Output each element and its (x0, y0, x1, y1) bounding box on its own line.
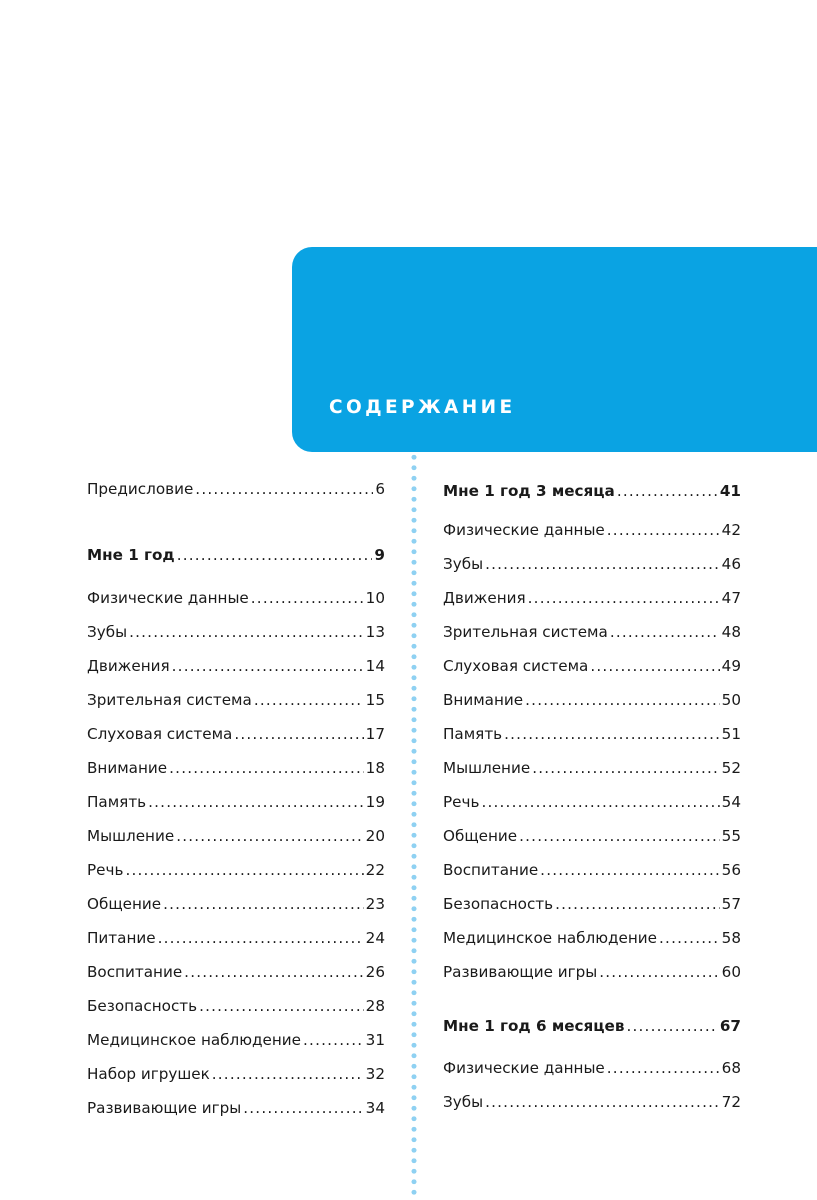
toc-entry-label: Слуховая система (443, 657, 589, 675)
toc-entry[interactable] (87, 926, 385, 950)
toc-entry-page: 32 (365, 1065, 385, 1083)
toc-entry-page: 28 (365, 997, 385, 1015)
toc-entry-label: Мне 1 год 6 месяцев (443, 1017, 625, 1035)
leader-dots (148, 790, 364, 814)
toc-entry-page: 24 (365, 929, 385, 947)
leader-dots (199, 994, 364, 1018)
toc-entry-label: Развивающие игры (443, 963, 598, 981)
toc-entry-page: 55 (721, 827, 741, 845)
toc-entry-page: 58 (721, 929, 741, 947)
toc-entry-page: 15 (365, 691, 385, 709)
toc-entry-label: Общение (443, 827, 518, 845)
toc-entry[interactable] (443, 892, 741, 916)
toc-entry[interactable] (443, 654, 741, 678)
leader-dots (525, 688, 720, 712)
toc-entry-page: 31 (365, 1031, 385, 1049)
toc-entry[interactable] (87, 620, 385, 644)
toc-entry[interactable] (443, 790, 741, 814)
leader-dots (519, 824, 720, 848)
toc-entry-label: Память (87, 793, 147, 811)
toc-entry-page: 22 (365, 861, 385, 879)
toc-entry-label: Внимание (443, 691, 524, 709)
leader-dots (254, 688, 364, 712)
toc-entry-label: Зубы (87, 623, 128, 641)
toc-entry-label: Речь (443, 793, 480, 811)
toc-entry[interactable] (87, 1096, 385, 1120)
toc-entry-page: 68 (721, 1059, 741, 1077)
leader-dots (626, 1014, 717, 1038)
toc-entry-label: Физические данные (87, 589, 249, 607)
toc-entry[interactable] (87, 654, 385, 678)
toc-entry-label: Воспитание (443, 861, 539, 879)
toc-entry[interactable] (87, 543, 385, 567)
toc-entry-label: Мышление (443, 759, 531, 777)
leader-dots (599, 960, 719, 984)
toc-entry[interactable] (443, 1014, 741, 1038)
leader-dots (555, 892, 720, 916)
toc-entry[interactable] (443, 1056, 741, 1080)
toc-entry[interactable] (443, 756, 741, 780)
toc-entry[interactable] (87, 722, 385, 746)
leader-dots (607, 1056, 720, 1080)
toc-entry-page: 60 (721, 963, 741, 981)
toc-entry-page: 48 (721, 623, 741, 641)
toc-entry[interactable] (87, 1028, 385, 1052)
toc-entry-label: Слуховая система (87, 725, 233, 743)
toc-entry-label: Внимание (87, 759, 168, 777)
leader-dots (485, 1090, 720, 1114)
toc-entry[interactable] (443, 926, 741, 950)
toc-entry-label: Зубы (443, 555, 484, 573)
toc-entry-label: Физические данные (443, 1059, 605, 1077)
toc-entry-page: 10 (365, 589, 385, 607)
toc-entry-label: Зрительная система (87, 691, 252, 709)
toc-entry-page: 20 (365, 827, 385, 845)
toc-entry[interactable] (443, 858, 741, 882)
toc-entry-page: 50 (721, 691, 741, 709)
toc-entry[interactable] (87, 824, 385, 848)
toc-entry-page: 13 (365, 623, 385, 641)
toc-entry[interactable] (87, 790, 385, 814)
toc-entry[interactable] (443, 518, 741, 542)
toc-entry-page: 18 (365, 759, 385, 777)
leader-dots (251, 586, 364, 610)
toc-entry[interactable] (87, 892, 385, 916)
toc-entry-page: 17 (365, 725, 385, 743)
toc-entry-label: Питание (87, 929, 156, 947)
toc-entry-label: Зрительная система (443, 623, 608, 641)
toc-entry-label: Воспитание (87, 963, 183, 981)
toc-entry[interactable] (443, 1090, 741, 1114)
leader-dots (177, 543, 373, 567)
leader-dots (163, 892, 364, 916)
toc-entry-label: Движения (443, 589, 526, 607)
toc-entry-page: 14 (365, 657, 385, 675)
leader-dots (158, 926, 364, 950)
toc-entry-label: Медицинское наблюдение (87, 1031, 302, 1049)
leader-dots (172, 654, 364, 678)
toc-entry[interactable] (443, 722, 741, 746)
toc-entry[interactable] (87, 756, 385, 780)
leader-dots (243, 1096, 363, 1120)
toc-entry-label: Медицинское наблюдение (443, 929, 658, 947)
toc-entry-page: 57 (721, 895, 741, 913)
leader-dots (617, 479, 718, 503)
toc-entry-page: 51 (721, 725, 741, 743)
leader-dots (528, 586, 720, 610)
toc-entry-page: 72 (721, 1093, 741, 1111)
column-divider (411, 452, 417, 1200)
leader-dots (481, 790, 719, 814)
leader-dots (540, 858, 720, 882)
toc-entry-label: Безопасность (443, 895, 554, 913)
toc-entry[interactable] (443, 552, 741, 576)
toc-entry[interactable] (87, 477, 385, 501)
toc-entry-page: 56 (721, 861, 741, 879)
toc-entry-page: 47 (721, 589, 741, 607)
toc-entry[interactable] (443, 824, 741, 848)
toc-entry-label: Движения (87, 657, 170, 675)
toc-entry-label: Безопасность (87, 997, 198, 1015)
toc-entry-label: Набор игрушек (87, 1065, 210, 1083)
toc-entry[interactable] (87, 1062, 385, 1086)
toc-entry-page: 54 (721, 793, 741, 811)
toc-entry-page: 67 (719, 1017, 741, 1035)
toc-entry-label: Зубы (443, 1093, 484, 1111)
toc-entry-page: 46 (721, 555, 741, 573)
toc-entry-page: 9 (374, 546, 385, 564)
leader-dots (303, 1028, 364, 1052)
toc-entry[interactable] (443, 620, 741, 644)
leader-dots (504, 722, 720, 746)
toc-entry-label: Развивающие игры (87, 1099, 242, 1117)
leader-dots (125, 858, 363, 882)
leader-dots (169, 756, 364, 780)
toc-entry[interactable] (87, 960, 385, 984)
toc-entry-label: Физические данные (443, 521, 605, 539)
leader-dots (607, 518, 720, 542)
toc-entry-page: 26 (365, 963, 385, 981)
leader-dots (485, 552, 720, 576)
toc-entry-page: 49 (721, 657, 741, 675)
leader-dots (659, 926, 720, 950)
toc-entry-page: 19 (365, 793, 385, 811)
leader-dots (234, 722, 363, 746)
toc-entry-page: 6 (375, 480, 385, 498)
toc-entry[interactable] (443, 586, 741, 610)
toc-entry-label: Мне 1 год 3 месяца (443, 482, 615, 500)
toc-entry[interactable] (87, 586, 385, 610)
leader-dots (212, 1062, 364, 1086)
toc-entry-page: 52 (721, 759, 741, 777)
toc-entry[interactable] (443, 688, 741, 712)
title-banner (292, 247, 817, 452)
toc-entry-label: Предисловие (87, 480, 194, 498)
leader-dots (176, 824, 363, 848)
leader-dots (184, 960, 364, 984)
toc-entry[interactable] (87, 858, 385, 882)
toc-entry-page: 41 (719, 482, 741, 500)
toc-entry[interactable] (87, 688, 385, 712)
page-title: СОДЕРЖАНИЕ (329, 397, 516, 418)
toc-entry-label: Мне 1 год (87, 546, 175, 564)
leader-dots (129, 620, 364, 644)
leader-dots (195, 477, 373, 501)
toc-entry-label: Память (443, 725, 503, 743)
leader-dots (532, 756, 719, 780)
toc-entry-label: Общение (87, 895, 162, 913)
toc-entry-page: 23 (365, 895, 385, 913)
toc-entry-label: Мышление (87, 827, 175, 845)
leader-dots (610, 620, 720, 644)
toc-entry-page: 34 (365, 1099, 385, 1117)
toc-entry[interactable] (443, 479, 741, 503)
toc-entry-label: Речь (87, 861, 124, 879)
toc-entry[interactable] (443, 960, 741, 984)
toc-entry[interactable] (87, 994, 385, 1018)
toc-entry-page: 42 (721, 521, 741, 539)
leader-dots (590, 654, 719, 678)
